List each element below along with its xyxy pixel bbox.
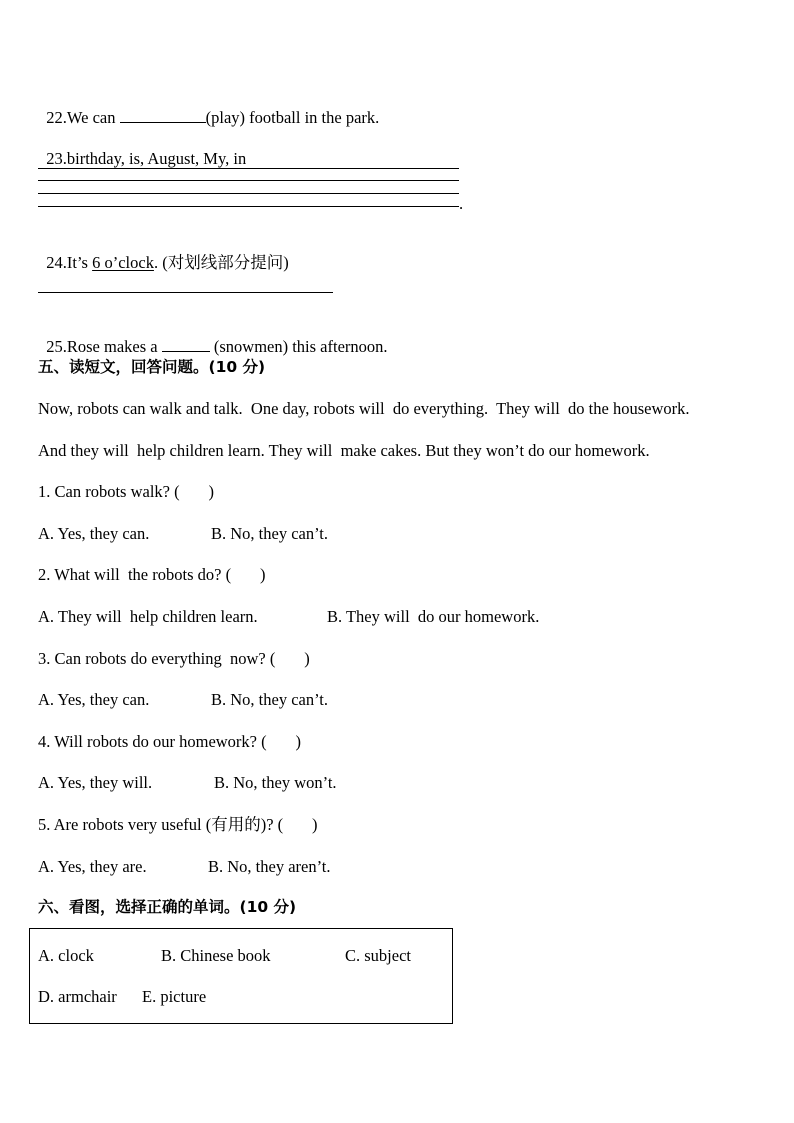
question-number: 22. [46,108,67,127]
option-a[interactable]: A. Yes, they can. [38,690,150,709]
option-a[interactable]: A. Yes, they are. [38,857,147,876]
word-bank-box [29,928,453,1024]
answer-line[interactable] [38,193,459,194]
word-option: B. Chinese book [161,946,271,965]
passage-line: And they will help children learn. They will make cakes. But they won’t do our homework. [38,441,650,460]
answer-line[interactable] [38,206,459,207]
option-b[interactable]: B. No, they can’t. [211,690,329,709]
question: 1. Can robots walk? ( ) [38,482,214,501]
section-6-heading: 六、看图，选择正确的单词。(10 分) [38,898,297,916]
passage-line: Now, robots can walk and talk. One day, robots will do everything. They will do the housework. [38,399,690,418]
answer-line[interactable] [38,168,459,169]
question: 5. Are robots very useful (有用的)? ( ) [38,815,318,834]
question: 3. Can robots do everything now? ( ) [38,649,310,668]
option-b[interactable]: B. No, they aren’t. [208,857,331,876]
question-22: 22.We can (play) football in the park. [46,108,380,127]
question: 4. Will robots do our homework? ( ) [38,732,301,751]
option-a[interactable]: A. They will help children learn. [38,607,258,626]
section-5-heading: 五、读短文，回答问题。(10 分) [38,358,266,376]
option-b[interactable]: B. No, they can’t. [211,524,329,543]
option-b[interactable]: B. They will do our homework. [327,607,540,626]
option-b[interactable]: B. No, they won’t. [214,773,337,792]
option-a[interactable]: A. Yes, they can. [38,524,150,543]
option-a[interactable]: A. Yes, they will. [38,773,153,792]
question-number: 25. [46,337,67,356]
answer-blank[interactable] [162,336,210,352]
question-24: 24.It’s 6 o’clock. (对划线部分提问) [46,253,289,272]
question-number: 23. [46,149,67,168]
word-option: C. subject [345,946,411,965]
word-option: A. clock [38,946,94,965]
word-option: E. picture [142,987,207,1006]
question-25: 25.Rose makes a (snowmen) this afternoon. [46,337,388,356]
word-option: D. armchair [38,987,117,1006]
question-23: 23.birthday, is, August, My, in [46,149,247,168]
answer-blank[interactable] [120,107,206,123]
answer-line[interactable] [38,180,459,181]
question: 2. What will the robots do? ( ) [38,565,266,584]
question-number: 24. [46,253,67,272]
answer-line[interactable] [38,292,333,293]
end-period: . [459,194,464,213]
underlined-phrase: 6 o’clock [92,253,154,272]
